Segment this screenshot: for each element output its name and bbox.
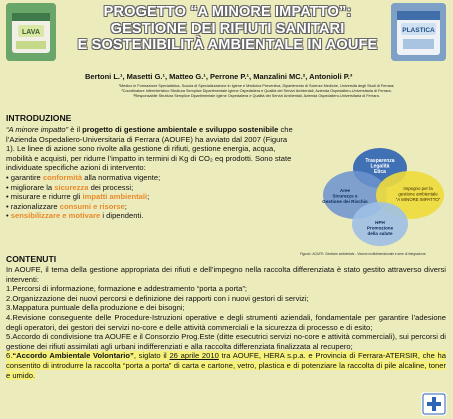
logo-right-text: PLASTICA	[402, 27, 435, 34]
contenuti-intro: In AOUFE, il tema della gestione appropriata dei rifiuti e dell’impegno nella raccolta differenziata è stato gestito attraverso diversi interventi:	[6, 265, 446, 284]
affiliation-3: ³Responsabile Struttura Semplice Dipartimentale Igiene Ospedaliera e Qualità dei Servizi Ambientali, Azienda Ospedaliero-Universitaria di Ferrara.	[133, 94, 380, 99]
contenuti-item-6: 6.“Accordo Ambientale Volontario”, siglato il 26 aprile 2010 tra AOUFE, HERA s.p.a. e Provincia di Ferrara-ATERSIR, che ha consentito di introdurre la raccolta “porta a porta” di carta e cartone, vetro, plastica e di potenziare la raccolta di pile alcaline, toner e umido.	[6, 351, 447, 380]
contenuti-item-5: 5.Accordo di condivisione tra AOUFE e il Consorzio Prog.Este (ditte esecutrici servizi no-core e attività commerciali), sui percorsi di gestione dei rifiuti assimilati agli urbani indifferenziati e alla raccolta differenziata finalizzata al recupero;	[6, 332, 446, 351]
authors: Bertoni L.¹, Masetti G.¹, Matteo G.¹, Perrone P.¹, Manzalini MC.², Antonioli P.³	[85, 72, 353, 81]
contenuti-item-1: 1.Percorsi di informazione, formazione e addestramento “porta a porta”;	[6, 284, 248, 294]
logo-left-text: LAVA	[21, 29, 41, 36]
diagram-label-left-line: Gestione dei Rischio	[322, 198, 368, 204]
intro-bullet: • razionalizzare consumi e risorse;	[6, 201, 127, 211]
diagram-label-bottom-line: HPH	[375, 220, 385, 225]
diagram-label-left-line: Sicurezza e	[332, 193, 358, 199]
diagram-label-bottom-line: della salute	[367, 230, 393, 236]
diagram-label-right-line: Impegno per la	[403, 186, 433, 191]
diagram-label-top-line: Trasparenza	[365, 158, 395, 164]
intro-bullet: • sensibilizzare e motivare i dipendenti.	[6, 211, 144, 221]
title-line-3: E SOSTENIBILITÀ AMBIENTALE IN AOUFE	[77, 37, 378, 53]
affiliation-1: ¹Medico in Formazione Specialistica, Scuola di Specializzazione in Igiene e Medicina Preventiva, Dipartimento di Scienze Mediche, Università degli Studi di Ferrara;	[118, 84, 395, 88]
hospital-logo	[421, 392, 447, 416]
diagram-label-top-line: Etica	[374, 168, 386, 175]
waste-bin-icon	[6, 3, 56, 61]
title-line-1: PROGETTO “A MINORE IMPATTO”:	[103, 4, 352, 20]
intro-paragraph	[6, 125, 298, 173]
diagram-label-right-line: gestione ambientale	[398, 191, 438, 197]
contenuti-section	[6, 265, 446, 380]
diagram-label-left-line: Aree	[339, 188, 351, 193]
poster-title	[60, 4, 395, 54]
intro-project-name: “A minore impatto”	[6, 125, 69, 134]
recycle-bin-icon	[391, 3, 446, 61]
intro-bullet: • misurare e ridurre gli impatti ambientali;	[6, 192, 150, 202]
intro-bullet: • garantire conformità alla normativa vigente;	[6, 172, 161, 182]
contenuti-item-3: 3.Mappatura puntuale della produzione e dei bisogni;	[6, 303, 185, 313]
management-diagram	[300, 140, 450, 250]
intro-project-def: progetto di gestione ambientale e sviluppo sostenibile	[82, 125, 279, 134]
intro-text-a: è il	[68, 125, 83, 134]
intro-section	[6, 125, 298, 221]
intro-bullet: • migliorare la sicurezza dei processi;	[6, 182, 134, 192]
intro-text-b: che l’Azienda Ospedaliero-Universitaria di Ferrara (AOUFE) ha avviato dal 2007 (Figura 1). Le linee di azione sono rivolte alla gestione di rifiuti, gestione energia, acqua, mobilità e acquisti, per ridurre l’impatto in termini di Kg di CO₂ eq prodotti. Sono state individuate specifiche azioni di intervento:	[6, 125, 293, 173]
diagram-label-top-line: Legalità	[370, 163, 390, 170]
figure-caption: Figura1: AOUFE: Gestione ambientale - Visione multidimensionale e aree di integrazione.	[300, 252, 427, 256]
contenuti-heading: CONTENUTI	[6, 254, 57, 264]
intro-bullets	[6, 173, 298, 221]
contenuti-item-4: 4.Revisione conseguente delle Procedure-Istruzioni operative e degli strumenti aziendali, fondamentale per garantire l’adesione degli operatori, dei gestori dei servizi no-core e delle attività commerciali e la sicurezza di processo e di esito;	[6, 312, 446, 332]
product-bin-image-left	[6, 3, 56, 61]
affiliations	[64, 84, 449, 100]
product-bin-image-right	[391, 3, 446, 61]
diagram-label-right-line: “A MINORE IMPATTO”	[395, 196, 441, 202]
contenuti-item-2: 2.Organizzazione dei nuovi percorsi e definizione dei rapporti con i nuovi gestori di servizi;	[6, 293, 309, 303]
diagram-label-bottom-line: Promozione	[366, 225, 394, 231]
affiliation-2: ²Coordinatore Infermieristico Struttura Semplice Dipartimentale Igiene Ospedaliera e Qualità dei Servizi Ambientali, Azienda Ospedaliero-Universitaria di Ferrara;	[121, 89, 392, 94]
hospital-logo-icon	[421, 392, 447, 416]
title-line-2: GESTIONE DEI RIFIUTI SANITARI	[110, 20, 345, 37]
intro-heading: INTRODUZIONE	[6, 113, 72, 123]
